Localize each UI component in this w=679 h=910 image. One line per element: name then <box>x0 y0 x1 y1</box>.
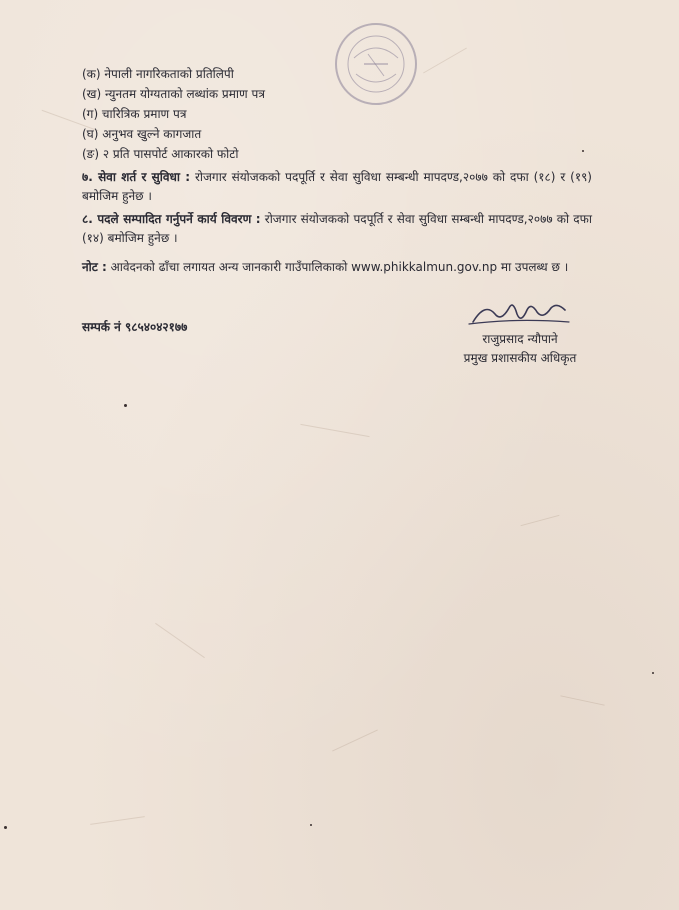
paper-speck <box>4 826 7 829</box>
paper-fiber <box>90 816 145 825</box>
job-description-paragraph <box>82 210 592 248</box>
paper-fiber <box>521 515 560 526</box>
service-terms-text: रोजगार संयोजकको पदपूर्ति र सेवा सुविधा सम्बन्धी मापदण्ड,२०७७ को दफा (१८) र (१९) बमोजिम हुनेछ । <box>82 170 592 203</box>
document-item: (ङ) २ प्रति पासपोर्ट आकारको फोटो <box>82 147 239 161</box>
paper-fiber <box>423 48 467 74</box>
paper-fiber <box>300 424 369 437</box>
document-item: (ग) चारित्रिक प्रमाण पत्र <box>82 107 187 121</box>
document-item: (ख) न्युनतम योग्यताको लब्धांक प्रमाण पत्र <box>82 87 265 101</box>
service-terms-heading: ७. सेवा शर्त र सुविधा : <box>82 170 191 184</box>
signatory-title: प्रमुख प्रशासकीय अधिकृत <box>463 351 577 365</box>
handwritten-signature <box>465 296 575 328</box>
signatory-name: राजुप्रसाद न्यौपाने <box>482 332 558 346</box>
note-paragraph <box>82 258 592 277</box>
note-text: आवेदनको ढाँचा लगायत अन्य जानकारी गाउँपालिकाको www.phikkalmun.gov.np मा उपलब्ध छ । <box>106 260 569 274</box>
service-terms-paragraph <box>82 168 592 206</box>
paper-fiber <box>155 623 205 658</box>
office-stamp-seal <box>330 18 422 110</box>
document-item: (घ) अनुभव खुल्ने कागजात <box>82 127 202 141</box>
paper-speck <box>582 150 584 152</box>
required-documents-list <box>82 64 265 164</box>
contact-number: सम्पर्क नं ९८५४०४२१७७ <box>82 320 188 334</box>
job-description-text: रोजगार संयोजकको पदपूर्ति र सेवा सुविधा सम्बन्धी मापदण्ड,२०७७ को दफा (१४) बमोजिम हुनेछ । <box>82 212 592 245</box>
note-heading: नोट : <box>82 260 107 274</box>
job-description-heading: ८. पदले सम्पादित गर्नुपर्ने कार्य विवरण : <box>82 212 261 226</box>
paper-speck <box>652 672 654 674</box>
paper-fiber <box>332 729 378 751</box>
signature-block <box>440 296 600 368</box>
document-item: (क) नेपाली नागरिकताको प्रतिलिपी <box>82 67 234 81</box>
paper-fiber <box>560 695 604 705</box>
paper-speck <box>124 404 127 407</box>
paper-speck <box>310 824 312 826</box>
